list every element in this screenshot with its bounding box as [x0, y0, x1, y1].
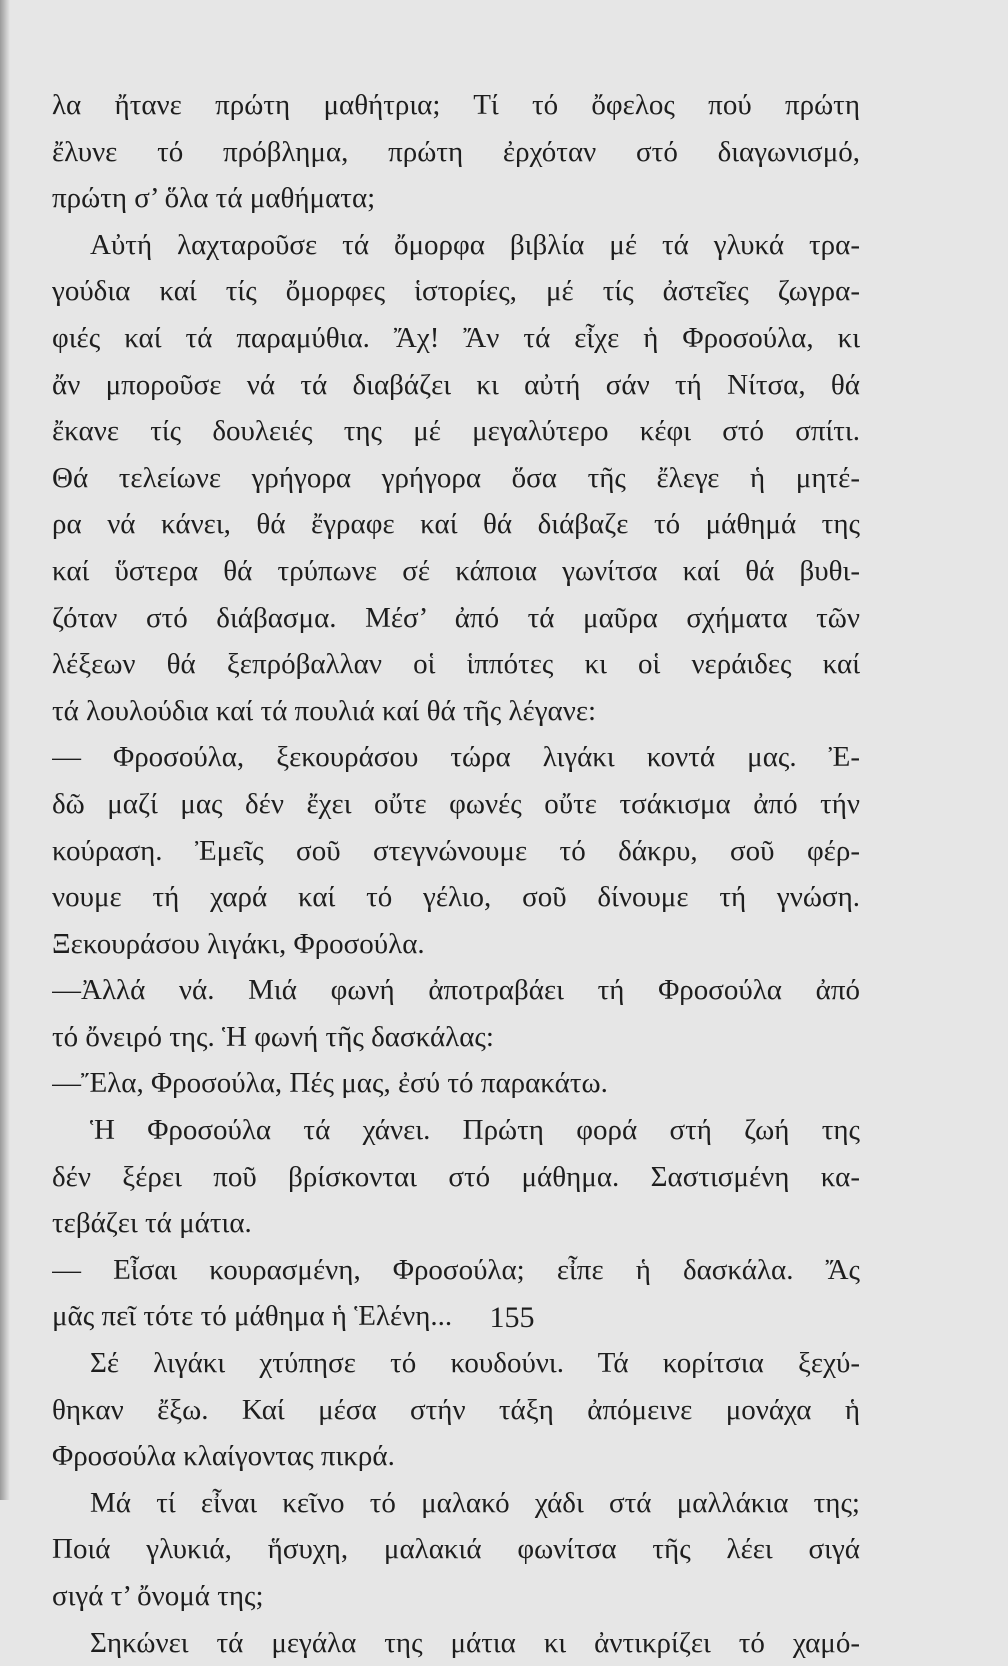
text-line: δῶ μαζί μας δέν ἔχει οὔτε φωνές οὔτε τσάκισμα ἀπό τήν [52, 787, 860, 820]
text-line: τεβάζει τά μάτια. [52, 1207, 252, 1240]
text-line: νουμε τή χαρά καί τό γέλιο, σοῦ δίνουμε τή γνώση. [52, 881, 860, 914]
text-line: Αὐτή λαχταροῦσε τά ὄμορφα βιβλία μέ τά γλυκά τρα- [90, 228, 860, 261]
text-line: τά λουλούδια καί τά πουλιά καί θά τῆς λέγανε: [52, 694, 597, 727]
text-line: Μά τί εἶναι κεῖνο τό μαλακό χάδι στά μαλλάκια της; [90, 1486, 860, 1519]
text-line: δέν ξέρει ποῦ βρίσκονται στό μάθημα. Σαστισμένη κα- [52, 1160, 860, 1193]
text-line: λέξεων θά ξεπρόβαλλαν οἱ ἱππότες κι οἱ νεράιδες καί [52, 648, 860, 681]
text-line: Ἡ Φροσούλα τά χάνει. Πρώτη φορά στή ζωή της [90, 1114, 860, 1147]
text-line: θηκαν ἔξω. Καί μέσα στήν τάξη ἀπόμεινε μονάχα ἡ [52, 1393, 860, 1426]
text-line: Σηκώνει τά μεγάλα της μάτια κι ἀντικρίζει τό χαμό- [90, 1626, 860, 1659]
text-line: ζόταν στό διάβασμα. Μέσ’ ἀπό τά μαῦρα σχήματα τῶν [52, 601, 860, 634]
page-number: 155 [489, 1301, 535, 1334]
text-line: ἔλυνε τό πρόβλημα, πρώτη ἐρχόταν στό διαγωνισμό, [52, 135, 860, 168]
body-text [52, 82, 860, 1666]
text-line: Ξεκουράσου λιγάκι, Φροσούλα. [52, 927, 425, 960]
text-line: —Ἔλα, Φροσούλα, Πές μας, ἐσύ τό παρακάτω. [52, 1067, 608, 1100]
text-line: κούραση. Ἐμεῖς σοῦ στεγνώνουμε τό δάκρυ, σοῦ φέρ- [52, 834, 860, 867]
text-line: φιές καί τά παραμύθια. Ἄχ! Ἄν τά εἶχε ἡ Φροσούλα, κι [52, 321, 860, 354]
text-line: Θά τελείωνε γρήγορα γρήγορα ὅσα τῆς ἔλεγε ἡ μητέ- [52, 461, 860, 494]
text-line: ἄν μποροῦσε νά τά διαβάζει κι αὐτή σάν τή Νίτσα, θά [52, 368, 860, 401]
text-line: γούδια καί τίς ὄμορφες ἱστορίες, μέ τίς ἀστεῖες ζωγρα- [52, 275, 860, 308]
text-line: Ποιά γλυκιά, ἥσυχη, μαλακιά φωνίτσα τῆς λέει σιγά [52, 1533, 860, 1566]
text-line: —Ἀλλά νά. Μιά φωνή ἀποτραβάει τή Φροσούλα ἀπό [52, 974, 860, 1007]
text-line: σιγά τ’ ὄνομά της; [52, 1580, 264, 1612]
text-line: Φροσούλα κλαίγοντας πικρά. [52, 1440, 395, 1473]
text-line: Σέ λιγάκι χτύπησε τό κουδούνι. Τά κορίτσια ξεχύ- [90, 1347, 860, 1380]
text-line: — Φροσούλα, ξεκουράσου τώρα λιγάκι κοντά μας. Ἐ- [52, 741, 860, 774]
text-line: — Εἶσαι κουρασμένη, Φροσούλα; εἶπε ἡ δασκάλα. Ἄς [52, 1253, 860, 1286]
text-line: ρα νά κάνει, θά ἔγραφε καί θά διάβαζε τό μάθημά της [52, 508, 860, 541]
text-line: μᾶς πεῖ τότε τό μάθημα ἡ Ἑλένη... [52, 1300, 453, 1333]
text-line: λα ἤτανε πρώτη μαθήτρια; Τί τό ὄφελος πού πρώτη [52, 89, 860, 121]
page-edge-shadow [0, 0, 10, 1500]
text-line: καί ὕστερα θά τρύπωνε σέ κάποια γωνίτσα καί θά βυθι- [52, 554, 860, 587]
text-line: ἔκανε τίς δουλειές της μέ μεγαλύτερο κέφι στό σπίτι. [52, 415, 860, 448]
text-line: πρώτη σ’ ὅλα τά μαθήματα; [52, 182, 376, 215]
text-line: τό ὄνειρό της. Ἡ φωνή τῆς δασκάλας: [52, 1020, 494, 1053]
